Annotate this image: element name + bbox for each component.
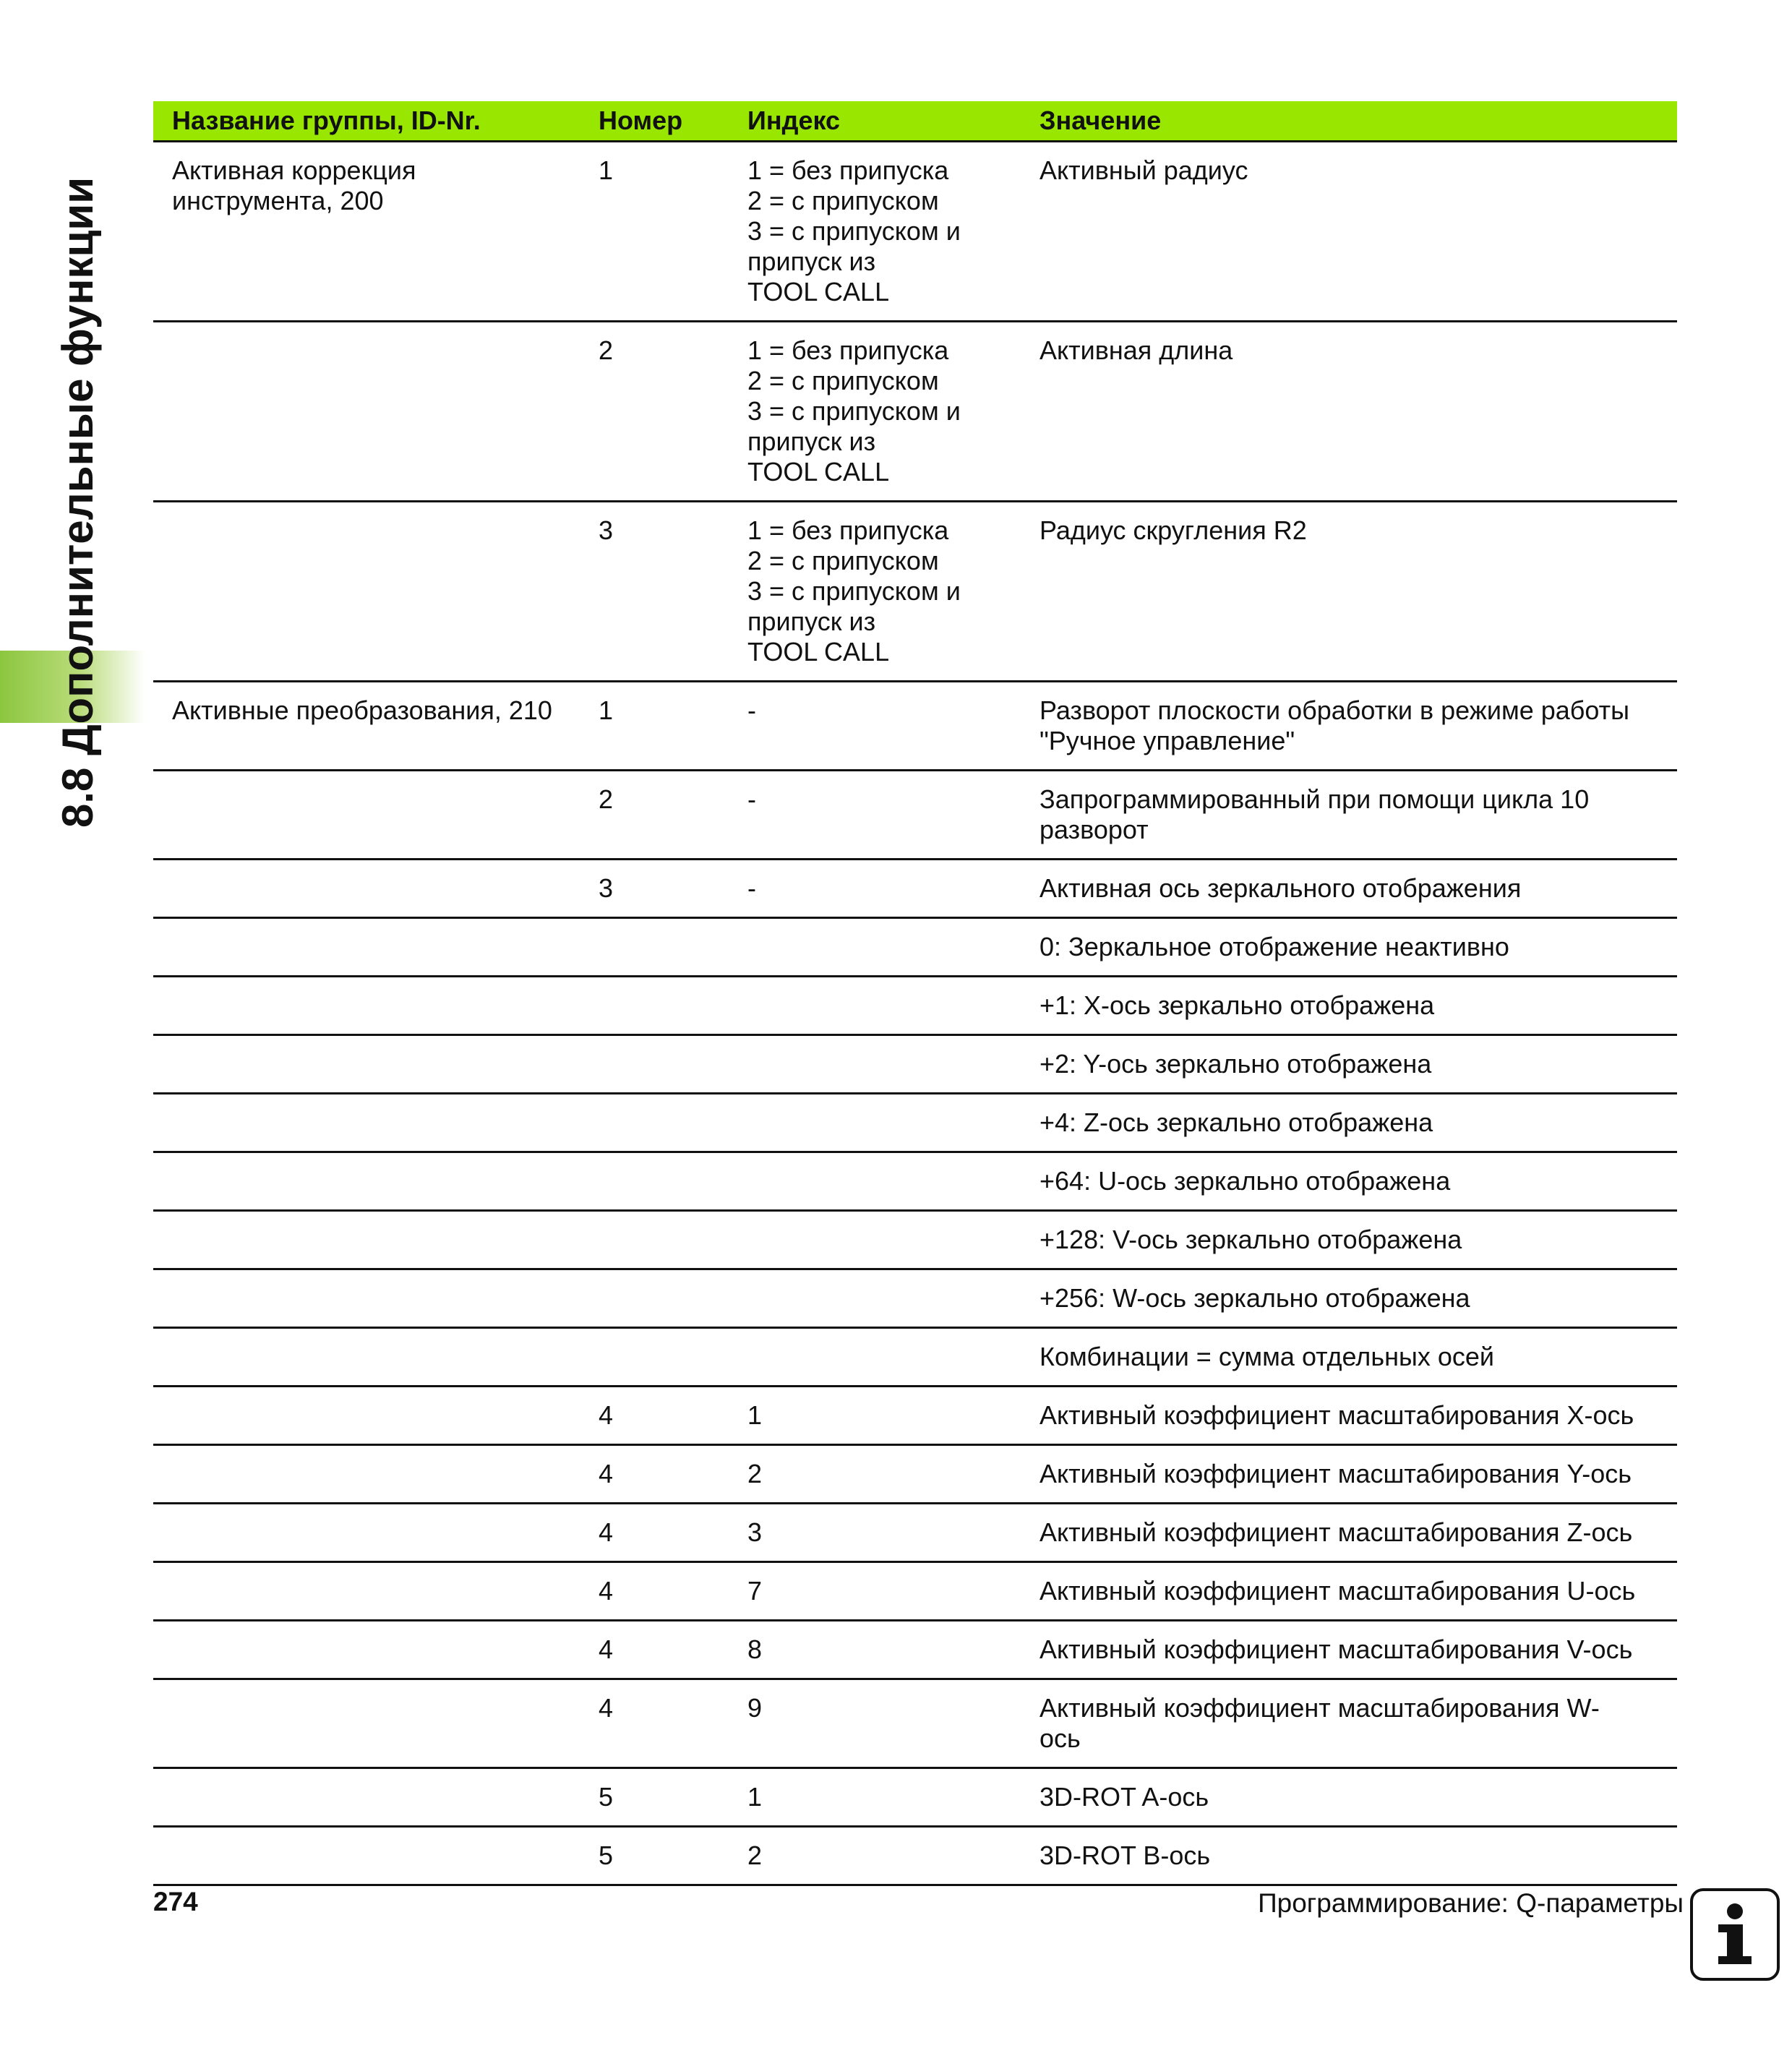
cell-index: - (733, 681, 1025, 770)
cell-index (733, 1327, 1025, 1386)
cell-value: +256: W-ось зеркально отображена (1025, 1269, 1677, 1327)
table-row (153, 1327, 1677, 1386)
cell-index (733, 1093, 1025, 1152)
table-row (153, 1826, 1677, 1885)
cell-value: 3D-ROT B-ось (1025, 1826, 1677, 1885)
cell-group (153, 1561, 584, 1620)
cell-index (733, 1210, 1025, 1269)
cell-group (153, 321, 584, 501)
cell-index: 1 = без припуска 2 = с припуском 3 = с припуском и припуск из TOOL CALL (733, 321, 1025, 501)
cell-value: Активный коэффициент масштабирования X-ось (1025, 1386, 1677, 1444)
cell-number: 4 (584, 1503, 733, 1561)
cell-index: 1 (733, 1386, 1025, 1444)
cell-index: - (733, 859, 1025, 917)
cell-group (153, 859, 584, 917)
cell-number: 4 (584, 1620, 733, 1679)
page-number: 274 (153, 1887, 198, 1916)
cell-value: Активный коэффициент масштабирования V-ось (1025, 1620, 1677, 1679)
cell-group (153, 770, 584, 859)
cell-value: +2: Y-ось зеркально отображена (1025, 1034, 1677, 1093)
table-row (153, 1093, 1677, 1152)
cell-index (733, 1034, 1025, 1093)
cell-number: 3 (584, 501, 733, 681)
cell-group (153, 1679, 584, 1768)
cell-index: 9 (733, 1679, 1025, 1768)
cell-index (733, 1269, 1025, 1327)
cell-number: 1 (584, 681, 733, 770)
table-row (153, 1152, 1677, 1210)
cell-number (584, 1152, 733, 1210)
cell-value: Активный коэффициент масштабирования W- ось (1025, 1679, 1677, 1768)
cell-group: Активные преобразования, 210 (153, 681, 584, 770)
table-row (153, 321, 1677, 501)
table-row (153, 1269, 1677, 1327)
table-row (153, 1034, 1677, 1093)
cell-group (153, 1034, 584, 1093)
cell-number: 1 (584, 141, 733, 321)
cell-number: 5 (584, 1768, 733, 1826)
cell-number: 2 (584, 321, 733, 501)
cell-number: 4 (584, 1444, 733, 1503)
table-row (153, 1620, 1677, 1679)
table-row (153, 976, 1677, 1034)
cell-value: Радиус скругления R2 (1025, 501, 1677, 681)
table-body (153, 141, 1677, 1885)
info-icon (1690, 1888, 1780, 1981)
cell-group (153, 1620, 584, 1679)
cell-value: +64: U-ось зеркально отображена (1025, 1152, 1677, 1210)
table-row (153, 1561, 1677, 1620)
cell-value: Активный коэффициент масштабирования Y-ось (1025, 1444, 1677, 1503)
cell-number (584, 1093, 733, 1152)
cell-group (153, 1444, 584, 1503)
table-row (153, 1503, 1677, 1561)
cell-value: +4: Z-ось зеркально отображена (1025, 1093, 1677, 1152)
table-row (153, 1210, 1677, 1269)
cell-number (584, 1327, 733, 1386)
header-number: Номер (584, 101, 733, 141)
header-group: Название группы, ID-Nr. (153, 101, 584, 141)
table-row (153, 141, 1677, 321)
cell-value: Комбинации = сумма отдельных осей (1025, 1327, 1677, 1386)
header-index: Индекс (733, 101, 1025, 141)
cell-index: 7 (733, 1561, 1025, 1620)
cell-value: 0: Зеркальное отображение неактивно (1025, 917, 1677, 976)
cell-value: Активный коэффициент масштабирования Z-ось (1025, 1503, 1677, 1561)
table-row (153, 501, 1677, 681)
cell-number (584, 1034, 733, 1093)
cell-number: 5 (584, 1826, 733, 1885)
cell-number (584, 976, 733, 1034)
table-row (153, 1444, 1677, 1503)
cell-group (153, 917, 584, 976)
cell-index (733, 976, 1025, 1034)
footer-title: Программирование: Q-параметры (1258, 1888, 1684, 1918)
cell-index: 3 (733, 1503, 1025, 1561)
table-row (153, 1386, 1677, 1444)
cell-index: 1 = без припуска 2 = с припуском 3 = с припуском и припуск из TOOL CALL (733, 141, 1025, 321)
cell-group (153, 501, 584, 681)
table-row (153, 859, 1677, 917)
cell-index: 1 (733, 1768, 1025, 1826)
cell-index (733, 1152, 1025, 1210)
cell-value: +1: X-ось зеркально отображена (1025, 976, 1677, 1034)
chapter-side-title: 8.8 Дополнительные функции (53, 176, 102, 828)
cell-group (153, 1152, 584, 1210)
header-value: Значение (1025, 101, 1677, 141)
cell-number: 4 (584, 1561, 733, 1620)
cell-value: Активная ось зеркального отображения (1025, 859, 1677, 917)
cell-group (153, 1093, 584, 1152)
cell-number: 2 (584, 770, 733, 859)
cell-number (584, 1210, 733, 1269)
cell-number (584, 917, 733, 976)
cell-index: 2 (733, 1826, 1025, 1885)
cell-value: Активная длина (1025, 321, 1677, 501)
table-row (153, 917, 1677, 976)
cell-number: 4 (584, 1386, 733, 1444)
cell-index: 1 = без припуска 2 = с припуском 3 = с припуском и припуск из TOOL CALL (733, 501, 1025, 681)
table-header-row (153, 101, 1677, 141)
parameter-table (153, 101, 1677, 1886)
cell-number: 4 (584, 1679, 733, 1768)
cell-index (733, 917, 1025, 976)
table-row (153, 1679, 1677, 1768)
cell-value: Активный радиус (1025, 141, 1677, 321)
cell-index: - (733, 770, 1025, 859)
cell-group (153, 976, 584, 1034)
cell-value: 3D-ROT A-ось (1025, 1768, 1677, 1826)
cell-group: Активная коррекция инструмента, 200 (153, 141, 584, 321)
cell-index: 2 (733, 1444, 1025, 1503)
cell-group (153, 1503, 584, 1561)
cell-value: Активный коэффициент масштабирования U-ось (1025, 1561, 1677, 1620)
cell-number: 3 (584, 859, 733, 917)
table-row (153, 681, 1677, 770)
cell-group (153, 1768, 584, 1826)
cell-index: 8 (733, 1620, 1025, 1679)
table-row (153, 770, 1677, 859)
table-row (153, 1768, 1677, 1826)
cell-group (153, 1386, 584, 1444)
cell-group (153, 1826, 584, 1885)
cell-group (153, 1210, 584, 1269)
cell-value: +128: V-ось зеркально отображена (1025, 1210, 1677, 1269)
cell-value: Разворот плоскости обработки в режиме работы "Ручное управление" (1025, 681, 1677, 770)
cell-group (153, 1327, 584, 1386)
cell-number (584, 1269, 733, 1327)
cell-value: Запрограммированный при помощи цикла 10 разворот (1025, 770, 1677, 859)
cell-group (153, 1269, 584, 1327)
